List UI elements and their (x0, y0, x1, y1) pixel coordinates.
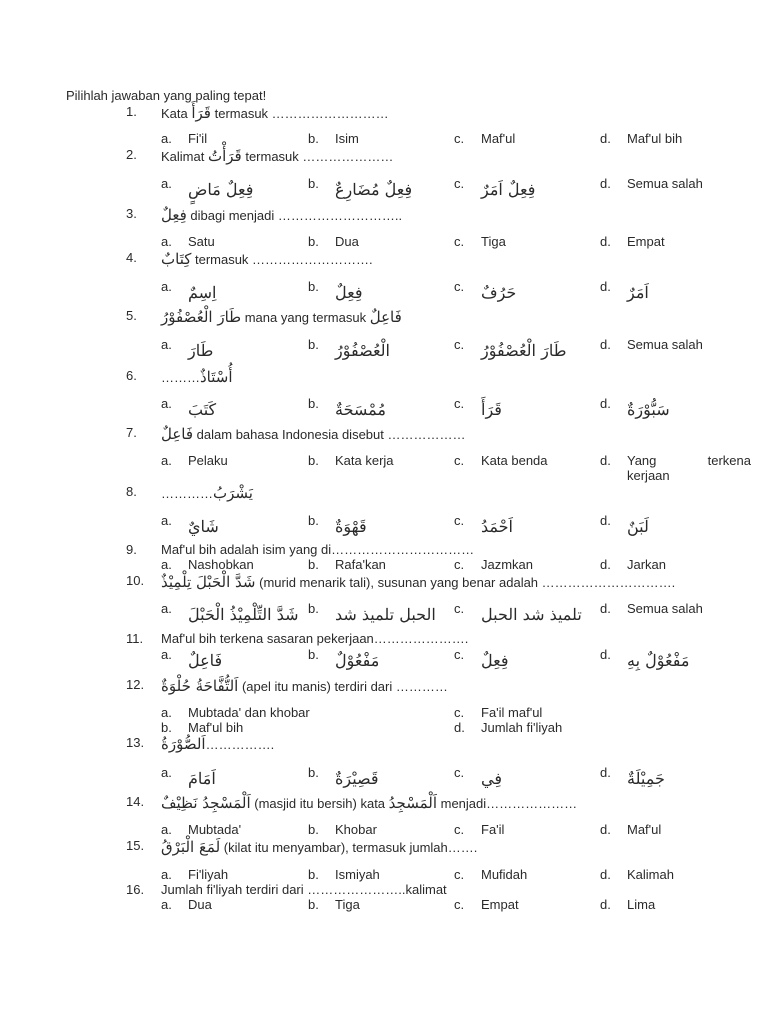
arabic-term: قَرَأَ (191, 104, 211, 122)
arabic-term: فَاعِلٌ (369, 308, 402, 326)
arabic-term: اَلْمَسْجِدُ نَظِيْفٌ (161, 794, 251, 812)
question-text-part: Maf'ul bih adalah isim yang di…………………………… (161, 542, 475, 557)
option-text: Tiga (335, 897, 360, 912)
option-text: اِسِمٌ (188, 283, 217, 302)
option-text: Kalimah (627, 867, 674, 882)
option-letter: c. (454, 897, 465, 912)
option-letter: a. (161, 453, 172, 468)
question-text (161, 206, 402, 224)
question-number: 10. (126, 573, 145, 588)
option-letter: b. (308, 453, 319, 468)
option-text: Kata kerja (335, 453, 394, 468)
arabic-term: اَلتُّفَّاحَةُ حُلْوَةٌ (161, 677, 239, 695)
arabic-term: فَاعِلٌ (161, 425, 194, 443)
option-letter: c. (454, 765, 465, 780)
option-letter: d. (600, 601, 611, 616)
option-letter: c. (454, 176, 465, 191)
option-text: Kata benda (481, 453, 548, 468)
question-text (161, 677, 448, 695)
question-text (161, 484, 253, 502)
option-letter: a. (161, 897, 172, 912)
option-text: Maf'ul bih (627, 131, 683, 146)
option-text: الحبل تلميذ شد (335, 605, 436, 624)
question-number: 2. (126, 147, 137, 162)
option-text: Maf'ul (627, 822, 662, 837)
option-text: شَدَّ التِّلْمِيْذُ الْحَبْلَ (188, 605, 299, 624)
option-letter: c. (454, 396, 465, 411)
question-text-part: termasuk ………………… (241, 149, 394, 164)
option-text: Semua salah (627, 601, 703, 616)
option-letter: d. (600, 453, 611, 468)
option-letter: b. (308, 822, 319, 837)
question-text (161, 308, 402, 326)
question-number: 9. (126, 542, 137, 557)
option-text: Fa'il (481, 822, 505, 837)
option-text: قَصِيْرَةٌ (335, 769, 379, 788)
option-letter: c. (454, 557, 465, 572)
option-text: فِعِلٌ مُضَارِعٌ (335, 180, 413, 199)
option-letter: d. (600, 396, 611, 411)
arabic-term: لَمَعَ الْبَرْقُ (161, 838, 221, 856)
option-text: Semua salah (627, 176, 703, 191)
question-number: 5. (126, 308, 137, 323)
option-text: Fi'liyah (188, 867, 229, 882)
option-text: مُمْسَحَةٌ (335, 400, 386, 419)
option-letter: c. (454, 234, 465, 249)
question-number: 12. (126, 677, 145, 692)
option-letter: a. (161, 765, 172, 780)
option-letter: a. (161, 867, 172, 882)
option-text: الْعُصْفُوْرُ (335, 341, 390, 360)
arabic-term: كِتَابٌ (161, 250, 192, 268)
option-letter: d. (454, 720, 465, 735)
question-text (161, 425, 465, 443)
option-letter: b. (308, 176, 319, 191)
option-text: Maf'ul (481, 131, 516, 146)
question-text (161, 104, 389, 122)
question-text-part: Kalimat (161, 149, 208, 164)
question-text-part: Jumlah fi'liyah terdiri dari …………………..kalimat (161, 882, 447, 897)
option-letter: d. (600, 765, 611, 780)
arabic-term: طَارَ الْعُصْفُوْرُ (161, 308, 242, 326)
question-text (161, 882, 447, 897)
question-text-part: dibagi menjadi ……………………….. (186, 208, 403, 223)
option-text: طَارَ (188, 341, 214, 360)
option-letter: c. (454, 601, 465, 616)
option-text: اَمَرٌ (627, 283, 649, 302)
option-letter: a. (161, 279, 172, 294)
option-text: Mubtada' (188, 822, 242, 837)
option-text: Dua (188, 897, 212, 912)
option-letter: a. (161, 396, 172, 411)
option-text: اَحْمَدُ (481, 517, 513, 536)
question-text (161, 250, 373, 268)
option-letter: d. (600, 867, 611, 882)
question-text (161, 147, 393, 165)
option-letter: a. (161, 234, 172, 249)
option-letter: b. (308, 396, 319, 411)
option-letter: a. (161, 647, 172, 662)
option-letter: d. (600, 131, 611, 146)
option-letter: a. (161, 601, 172, 616)
question-number: 7. (126, 425, 137, 440)
question-number: 15. (126, 838, 145, 853)
option-text: Ismiyah (335, 867, 380, 882)
question-text (161, 631, 468, 646)
question-text-part: termasuk ……………………… (210, 106, 389, 121)
option-letter: a. (161, 176, 172, 191)
question-text (161, 573, 675, 591)
option-letter: c. (454, 337, 465, 352)
option-letter: d. (600, 647, 611, 662)
option-letter: c. (454, 453, 465, 468)
question-text-part: termasuk ………………………. (191, 252, 373, 267)
question-number: 11. (126, 631, 144, 646)
arabic-term: اَلصُّوْرَةُ (161, 735, 206, 753)
question-text (161, 838, 477, 856)
option-text: قَرَأَ (481, 400, 502, 419)
question-number: 6. (126, 368, 137, 383)
option-text: فِعِلٌ اَمَرٌ (481, 180, 536, 199)
option-text: Empat (481, 897, 519, 912)
option-text-continued: kerjaan (627, 468, 670, 483)
option-text: Tiga (481, 234, 506, 249)
option-letter: b. (308, 647, 319, 662)
question-text-part: menjadi………………… (437, 796, 578, 811)
option-letter: c. (454, 131, 465, 146)
option-text: Jazmkan (481, 557, 534, 572)
option-text: Nashobkan (188, 557, 254, 572)
question-text-part: ……… (161, 370, 200, 385)
option-letter: a. (161, 557, 172, 572)
option-text: Khobar (335, 822, 377, 837)
option-letter: b. (308, 279, 319, 294)
option-text: Rafa'kan (335, 557, 386, 572)
option-letter: d. (600, 822, 611, 837)
question-text-part: dalam bahasa Indonesia disebut ……………… (193, 427, 466, 442)
option-letter: c. (454, 867, 465, 882)
option-text: Satu (188, 234, 215, 249)
option-letter: a. (161, 705, 172, 720)
option-letter: c. (454, 513, 465, 528)
option-text: Mubtada' dan khobar (188, 705, 310, 720)
option-letter: a. (161, 131, 172, 146)
option-text: تلميذ شد الحبل (481, 605, 582, 624)
option-letter: b. (308, 867, 319, 882)
option-letter: b. (308, 131, 319, 146)
option-text: قَهْوَةٌ (335, 517, 367, 536)
option-text: حَرُفٌ (481, 283, 517, 302)
option-letter: d. (600, 234, 611, 249)
question-text (161, 735, 274, 753)
question-text-part: ……………. (205, 737, 275, 752)
option-letter: d. (600, 176, 611, 191)
option-text: Semua salah (627, 337, 703, 352)
question-text (161, 794, 577, 812)
arabic-term: اَلْمَسْجِدُ (388, 794, 438, 812)
option-text: سَبُّوْرَةٌ (627, 400, 670, 419)
question-text-part: (apel itu manis) terdiri dari ………… (238, 679, 448, 694)
option-letter: d. (600, 557, 611, 572)
option-letter: b. (161, 720, 172, 735)
option-text: لَبَنٌ (627, 517, 649, 536)
option-text: Isim (335, 131, 359, 146)
option-text: Pelaku (188, 453, 228, 468)
arabic-term: أُسْتَاذٌ (200, 368, 233, 386)
question-text-part: (masjid itu bersih) kata (250, 796, 389, 811)
arabic-term: يَشْرَبُ (213, 484, 253, 502)
option-text: فَاعِلٌ (188, 651, 223, 670)
option-text: فِعِلٌ مَاضٍ (188, 180, 254, 199)
option-letter: b. (308, 337, 319, 352)
question-text-part: (kilat itu menyambar), termasuk jumlah……. (220, 840, 478, 855)
option-letter: b. (308, 765, 319, 780)
option-text: Fi'il (188, 131, 208, 146)
option-letter: b. (308, 601, 319, 616)
option-text: شَايٌ (188, 517, 219, 536)
option-letter: c. (454, 705, 465, 720)
option-letter: a. (161, 337, 172, 352)
question-text-part: (murid menarik tali), susunan yang benar adalah …………………………. (255, 575, 676, 590)
option-text: Mufidah (481, 867, 528, 882)
option-letter: b. (308, 897, 319, 912)
option-text: فِعِلٌ (481, 651, 509, 670)
question-text-part: ………… (161, 486, 213, 501)
question-number: 1. (126, 104, 137, 119)
option-text: Jarkan (627, 557, 667, 572)
question-number: 16. (126, 882, 145, 897)
question-text-part: Kata (161, 106, 192, 121)
option-letter: c. (454, 822, 465, 837)
question-number: 4. (126, 250, 137, 265)
option-text: جَمِيْلَةٌ (627, 769, 665, 788)
option-text: مَفْعُوْلٌ (335, 651, 380, 670)
option-letter: a. (161, 822, 172, 837)
option-text: اَمَامَ (188, 769, 216, 788)
option-text: مَفْعُوْلٌ بِهِ (627, 651, 690, 670)
option-text: Empat (627, 234, 665, 249)
option-letter: d. (600, 279, 611, 294)
option-letter: d. (600, 513, 611, 528)
option-text: فِي (481, 769, 502, 788)
option-letter: c. (454, 647, 465, 662)
instruction-text: Pilihlah jawaban yang paling tepat! (66, 88, 267, 103)
option-letter: a. (161, 513, 172, 528)
option-text: Dua (335, 234, 359, 249)
option-text: Jumlah fi'liyah (481, 720, 563, 735)
question-text-part: mana yang termasuk (241, 310, 370, 325)
question-number: 3. (126, 206, 137, 221)
option-text: فِعِلٌ (335, 283, 363, 302)
option-text: طَارَ الْعُصْفُوْرُ (481, 341, 567, 360)
arabic-term: شَدَّ الْحَبْلَ تِلْمِيْذٌ (161, 573, 256, 591)
option-letter: c. (454, 279, 465, 294)
question-number: 14. (126, 794, 145, 809)
option-text: Lima (627, 897, 656, 912)
arabic-term: قَرَأْتُ (207, 147, 242, 165)
option-letter: d. (600, 897, 611, 912)
option-text: Yang terkena (627, 453, 751, 468)
option-letter: b. (308, 234, 319, 249)
option-letter: b. (308, 557, 319, 572)
question-text-part: Maf'ul bih terkena sasaran pekerjaan…………………. (161, 631, 469, 646)
question-text (161, 368, 233, 386)
option-letter: d. (600, 337, 611, 352)
question-number: 8. (126, 484, 137, 499)
arabic-term: فِعِلٌ (161, 206, 187, 224)
option-text: Maf'ul bih (188, 720, 244, 735)
option-text: كَتَبَ (188, 400, 217, 419)
question-number: 13. (126, 735, 145, 750)
option-letter: b. (308, 513, 319, 528)
option-text: Fa'il maf'ul (481, 705, 543, 720)
question-text (161, 542, 474, 557)
